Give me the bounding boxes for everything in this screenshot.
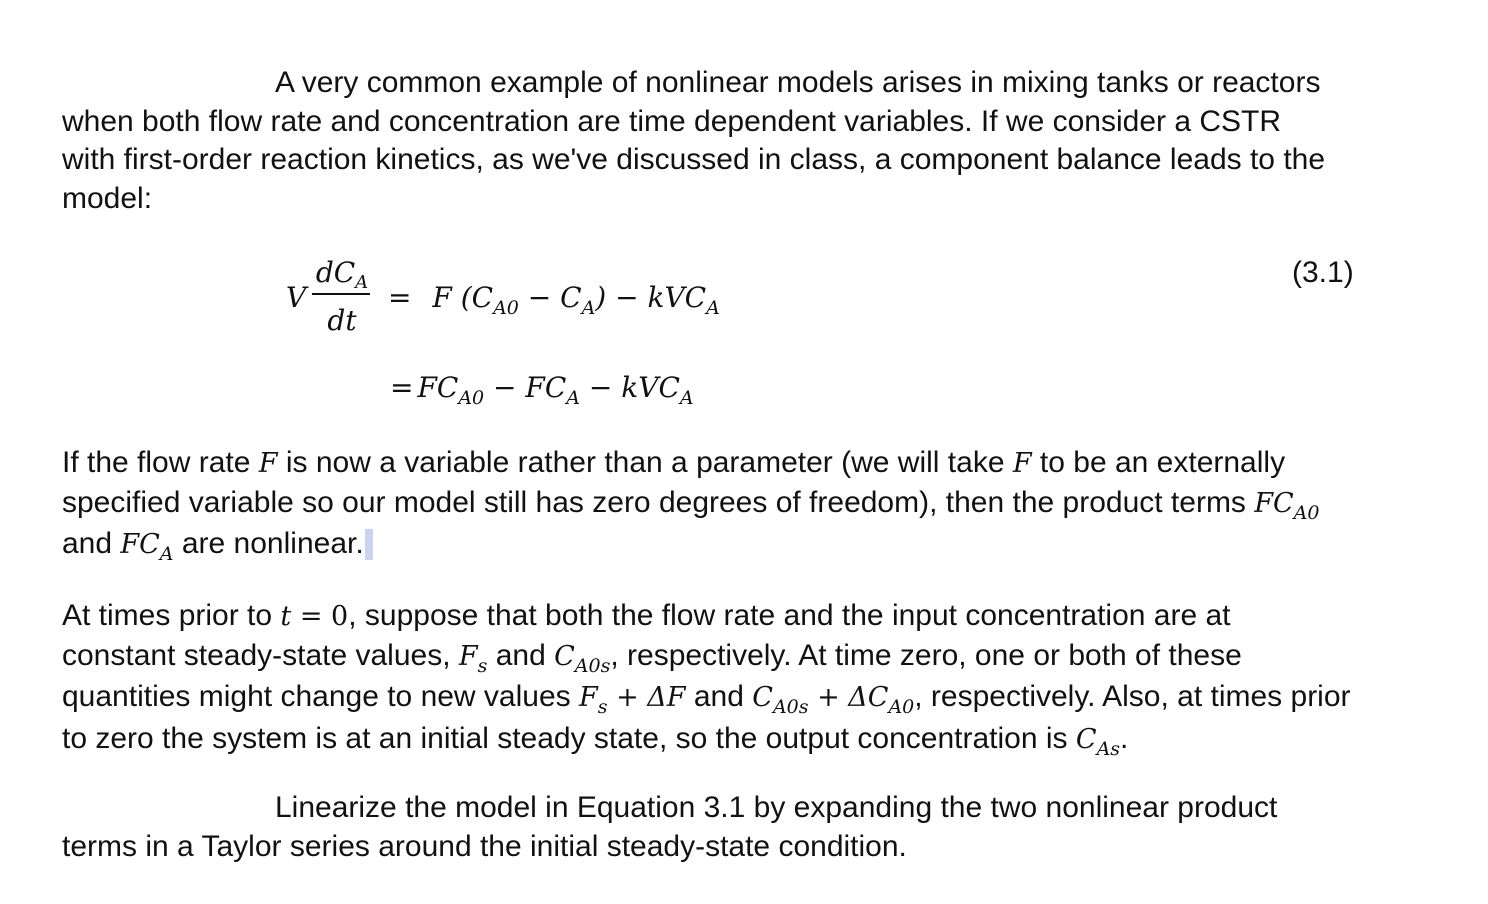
flow-rate-paragraph	[62, 444, 1472, 567]
equation-line-2: = $FC_{A0} - FC_A - kVC_A$	[390, 371, 694, 409]
intro-line-3: with first-order reaction kinetics, as we've discussed in class, a component balance leads to the	[62, 143, 1326, 176]
task-line-2: terms in a Taylor series around the initial steady-state condition.	[62, 829, 907, 863]
intro-line-4: model:	[62, 181, 153, 215]
flow-line-1: If the flow rate F is now a variable rather than a parameter (we will take F to be an externally	[62, 446, 1286, 479]
equation-line-1: = F $(C_{A0} - C_A) - kVC_A$	[388, 281, 720, 319]
steady-line-2: constant steady-state values, $F_s$ and $C_{A0s}$, respectively. At time zero, one or both of these	[62, 638, 1242, 677]
steady-line-1: At times prior to t = 0, suppose that both the flow rate and the input concentration are at	[62, 599, 1231, 632]
intro-line-2: when both flow rate and concentration are time dependent variables. If we consider a CSTR	[62, 104, 1282, 138]
fraction-denominator: dt	[327, 304, 357, 337]
intro-line-1: A very common example of nonlinear models arises in mixing tanks or reactors	[275, 66, 1321, 99]
task-paragraph	[62, 789, 1472, 866]
steady-state-paragraph	[62, 597, 1472, 761]
equation-number: (3.1)	[1292, 256, 1354, 289]
steady-line-3: quantities might change to new values $F_s + \Delta F$ and $C_{A0s} + \Delta C_{A0}$, respectively. Also, at times prior	[62, 680, 1351, 718]
flow-line-3: and $FC_A$ are nonlinear.	[62, 525, 1472, 567]
flow-line-2: specified variable so our model still has zero degrees of freedom), then the product terms $FC_{A0}$	[62, 485, 1320, 524]
intro-paragraph	[62, 64, 1472, 218]
fraction-bar	[312, 293, 370, 295]
equation-lhs-coefficient: V	[286, 281, 307, 314]
steady-line-4: to zero the system is at an initial steady state, so the output concentration is $C_{As}$.	[62, 721, 1129, 760]
text-cursor-selection[interactable]	[365, 529, 373, 560]
task-line-1: Linearize the model in Equation 3.1 by expanding the two nonlinear product	[275, 791, 1278, 824]
fraction-numerator: $dC_A$	[315, 256, 369, 293]
